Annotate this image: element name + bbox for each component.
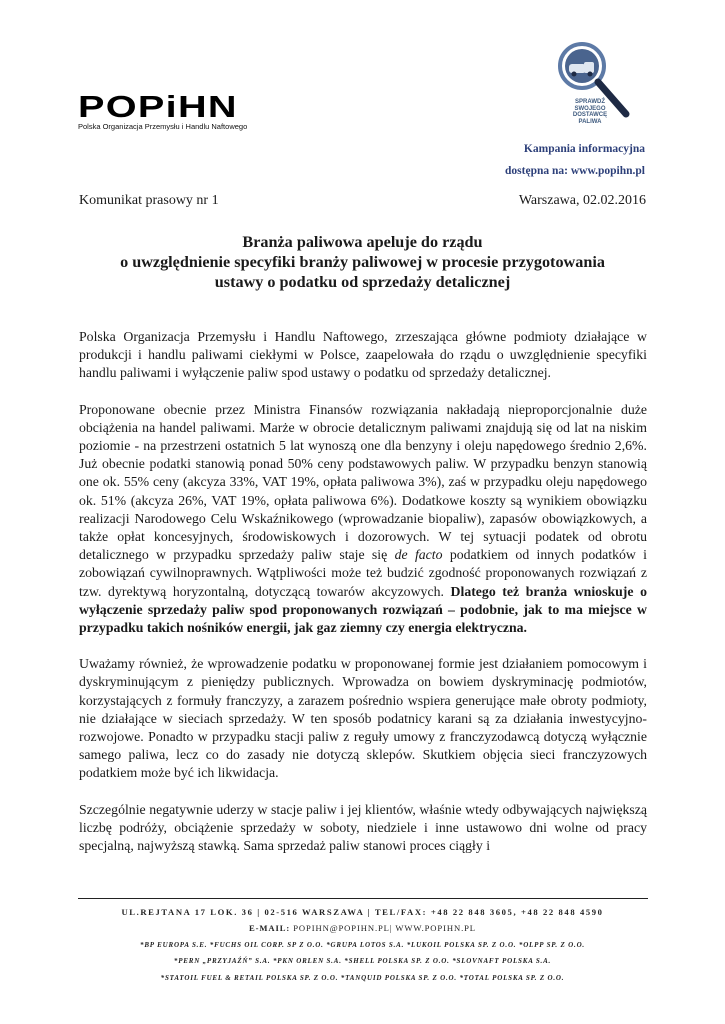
paragraph: Uważamy również, że wprowadzenie podatku w proponowanej formie jest działaniem pomocowym i dyskryminującym z pieniędzy publicznych. Wprowadza on bowiem dyskryminację podmiotów, korzystających z formuły franczyzy, a zarazem pośrednio wspiera generujące małe obroty podmioty, nie działające w sieciach sprzedaży. W ten sposób podatnicy karani są za działania inwestycyjno-rozwojowe. Ponadto w przypadku stacji paliw z reguły umowy z franczyzodawcą dotyczą wyłącznie samego paliwa, lecz co do zasady nie dotyczą sklepów. Skutkiem objęcia sieci franczyzowych podatkiem może być ich likwidacja. — [79, 656, 647, 781]
bold-statement: Dlatego też branża wnioskuje o wyłączenie sprzedaży paliw spod proponowanych rozwiązań – podobnie, jak to ma miejsce w przypadku takich nośników energii, jak gaz ziemny czy energia elektryczna. — [79, 583, 647, 636]
paragraph — [79, 401, 647, 638]
footer — [70, 904, 655, 986]
title-line: o uwzględnienie specyfiki branży paliwowej w procesie przygotowania — [120, 253, 605, 271]
campaign-info — [505, 138, 645, 182]
paragraph-text: Proponowane obecnie przez Ministra Finansów rozwiązania nakładają nieproporcjonalnie duże obciążenia na handel paliwami. Marże w obrocie detalicznym paliwami znajdują się od lat na niskim poziomie - na przestrzeni ostatnich 5 lat wynoszą one dla benzyny i oleju napędowego średnio 2,6%. Już obecnie podatki stanowią ponad 50% ceny podstawowych paliw. W przypadku benzyn stanowią one ok. 55% ceny (akcyza 33%, VAT 19%, opłata paliwowa 3%), zaś w przypadku oleju napędowego ok. 51% (akcyza 26%, VAT 19%, opłata paliwowa 6%). Dodatkowe koszty są wynikiem obowiązku realizacji Narodowego Celu Wskaźnikowego (wprowadzanie biopaliw), zapasów obowiązkowych, a także opłat koncesyjnych, środowiskowych i dozorowych. W tej sytuacji podatek od obrotu detalicznego w przypadku sprzedaży paliw staje się — [79, 401, 647, 563]
document-body — [79, 328, 647, 855]
magnifier-truck-icon — [546, 40, 646, 140]
badge-line: PALIWA — [578, 118, 602, 125]
paragraph-text: podatkiem od innych podatków i zobowiązań cywilnoprawnych. Wątpliwości może też budzić zgodność proponowanych rozwiązań z tzw. dyrektywą horyzontalną, dotyczącą towarów akcyzowych. — [79, 547, 647, 599]
footer-divider — [78, 898, 648, 899]
badge-line: DOSTAWCĘ — [572, 112, 608, 118]
badge-line: SPRAWDŹ — [575, 99, 605, 105]
title-line: Branża paliwowa apeluje do rządu — [242, 233, 483, 251]
press-release-number: Komunikat prasowy nr 1 — [79, 193, 219, 208]
title-line: ustawy o podatku od sprzedaży detalicznej — [214, 273, 511, 291]
member-list: *BP EUROPA S.E. *FUCHS OIL CORP. SP Z O.O. *GRUPA LOTOS S.A. *LUKOIL POLSKA SP. Z O.O. *OLPP SP. Z O.O. — [140, 940, 585, 949]
popihn-logo — [78, 89, 318, 131]
logo-subtitle: Polska Organizacja Przemysłu i Handlu Naftowego — [78, 122, 248, 131]
italic-phrase: de facto — [394, 547, 443, 563]
footer-address: UL.REJTANA 17 LOK. 36 | 02-516 WARSZAWA | TEL/FAX: +48 22 848 3605, +48 22 848 4590 — [121, 907, 604, 917]
member-list: *PERN „PRZYJAŹŃ” S.A. *PKN ORLEN S.A. *SHELL POLSKA SP. Z O.O. *SLOVNAFT POLSKA S.A. — [173, 957, 552, 966]
badge-line: SWOJEGO — [574, 105, 606, 112]
campaign-line: Kampania informacyjna — [523, 143, 645, 155]
document-title — [79, 232, 646, 292]
email-website[interactable]: POPIHN@POPIHN.PL| WWW.POPIHN.PL — [293, 923, 476, 934]
campaign-website[interactable]: dostępna na: www.popihn.pl — [505, 165, 645, 177]
email-label: E-MAIL: — [249, 923, 291, 934]
footer-contact — [70, 920, 655, 936]
member-list: *STATOIL FUEL & RETAIL POLSKA SP. Z O.O. *TANQUID POLSKA SP. Z O.O. *TOTAL POLSKA SP. Z O.O. — [160, 973, 565, 982]
paragraph: Szczególnie negatywnie uderzy w stacje paliw i jej klientów, właśnie wtedy odbywających największą liczbę podróży, obciążenie sprzedaży w soboty, niedziele i inne ustawowo dni wolne od pracy specjalną, najwyższą stawką. Sama sprzedaż paliw stanowi proces ciągły i — [79, 801, 647, 854]
badge-caption — [560, 99, 620, 125]
paragraph: Polska Organizacja Przemysłu i Handlu Naftowego, zrzeszająca główne podmioty działające w produkcji i handlu paliwami ciekłymi w Polsce, zaapelowała do rządu o uwzględnienie specyfiki handlu paliwami i wyłączenie paliw spod ustawy o podatku od sprzedaży detalicznej. — [79, 329, 647, 381]
place-date: Warszawa, 02.02.2016 — [518, 193, 646, 208]
logo-wordmark: POPiHN — [78, 89, 238, 124]
